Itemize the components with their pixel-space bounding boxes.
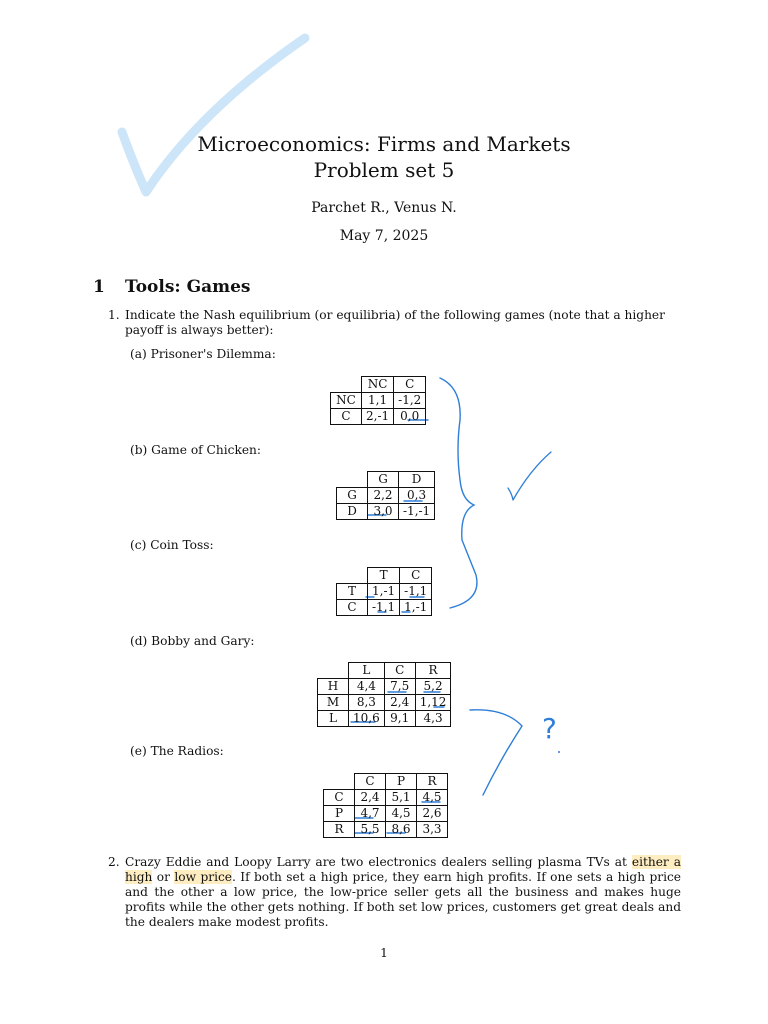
payoff-cell: 8,3 [349,695,385,711]
payoff-cell: 5,1 [386,790,417,806]
payoff-cell: 4,5 [386,806,417,822]
q2-highlight-high: either a high [125,855,681,884]
row-header: L [318,711,349,727]
row-header: C [337,600,368,616]
row-header: M [318,695,349,711]
payoff-cell: 4,4 [349,679,385,695]
payoff-cell: 5,2 [415,679,451,695]
payoff-cell: 3,3 [417,822,448,838]
section-title: Tools: Games [125,277,251,297]
col-header: C [394,377,426,393]
q1-text: Indicate the Nash equilibrium (or equilibria) of the following games (note that a higher payoff is always better): [125,308,665,337]
row-header: G [337,488,368,504]
col-header: L [349,663,385,679]
row-header: R [324,822,355,838]
col-header: D [399,472,435,488]
payoff-cell: 1,-1 [368,584,400,600]
col-header: G [368,472,399,488]
payoff-cell: 10,6 [349,711,385,727]
game-table-radios [323,773,448,838]
row-header: H [318,679,349,695]
small-check-mark-icon [508,452,551,500]
part-b-label: (b) Game of Chicken: [130,443,262,457]
payoff-cell: 9,1 [384,711,415,727]
q2-paragraph [125,855,681,930]
part-c-label: (c) Coin Toss: [130,538,214,552]
payoff-cell: 2,-1 [362,409,394,425]
table-corner [331,377,362,393]
row-header: NC [331,393,362,409]
game-table-bobby-and-gary [317,662,451,727]
row-header: C [331,409,362,425]
q2-text-rest: . If both set a high price, they earn high profits. If one sets a high price and the other a low price, the low-price seller gets all the business and makes huge profits while the other gets nothing. If both set low prices, customers get great deals and the dealers make modest profits. [125,870,682,929]
game-table-coin-toss [336,567,432,616]
payoff-cell: 0,0 [394,409,426,425]
arrow-stroke-icon [470,710,522,795]
game-table-chicken [336,471,435,520]
table-corner [337,568,368,584]
curly-brace-icon [440,378,477,608]
table-corner [318,663,349,679]
payoff-cell: 1,12 [415,695,451,711]
question-mark-icon: ? [542,712,557,745]
authors: Parchet R., Venus N. [311,200,457,216]
game-table-prisoners-dilemma [330,376,426,425]
payoff-cell: 2,2 [368,488,399,504]
q2-highlight-low-price: low price [174,870,233,884]
date: May 7, 2025 [339,228,429,244]
q2-number: 2. [108,855,120,869]
part-a-label: (a) Prisoner's Dilemma: [130,347,276,361]
row-header: T [337,584,368,600]
col-header: C [400,568,432,584]
table-corner [337,472,368,488]
part-d-label: (d) Bobby and Gary: [130,634,255,648]
payoff-cell: -1,-1 [399,504,435,520]
part-e-label: (e) The Radios: [130,744,224,758]
col-header: R [415,663,451,679]
payoff-cell: 2,4 [355,790,386,806]
document-title: Microeconomics: Firms and Markets [197,132,571,156]
row-header: C [324,790,355,806]
payoff-cell: 4,5 [417,790,448,806]
payoff-cell: 2,4 [384,695,415,711]
payoff-cell: 3,0 [368,504,399,520]
section-number: 1 [93,277,105,297]
payoff-cell: 0,3 [399,488,435,504]
payoff-cell: 4,3 [415,711,451,727]
col-header: T [368,568,400,584]
col-header: NC [362,377,394,393]
question-dot-icon [558,751,560,753]
payoff-cell: -1,1 [400,584,432,600]
col-header: R [417,774,448,790]
q1-number: 1. [108,308,120,322]
payoff-cell: 1,-1 [400,600,432,616]
col-header: C [355,774,386,790]
table-corner [324,774,355,790]
payoff-cell: 1,1 [362,393,394,409]
col-header: C [384,663,415,679]
payoff-cell: -1,1 [368,600,400,616]
col-header: P [386,774,417,790]
q2-text-or: or [152,870,170,884]
payoff-cell: 4,7 [355,806,386,822]
row-header: P [324,806,355,822]
payoff-cell: -1,2 [394,393,426,409]
q2-text-start: Crazy Eddie and Loopy Larry are two electronics dealers selling plasma TVs at [125,855,632,869]
payoff-cell: 2,6 [417,806,448,822]
payoff-cell: 5,5 [355,822,386,838]
payoff-cell: 8,6 [386,822,417,838]
document-subtitle: Problem set 5 [313,158,455,182]
payoff-cell: 7,5 [384,679,415,695]
page-number: 1 [380,946,388,960]
row-header: D [337,504,368,520]
